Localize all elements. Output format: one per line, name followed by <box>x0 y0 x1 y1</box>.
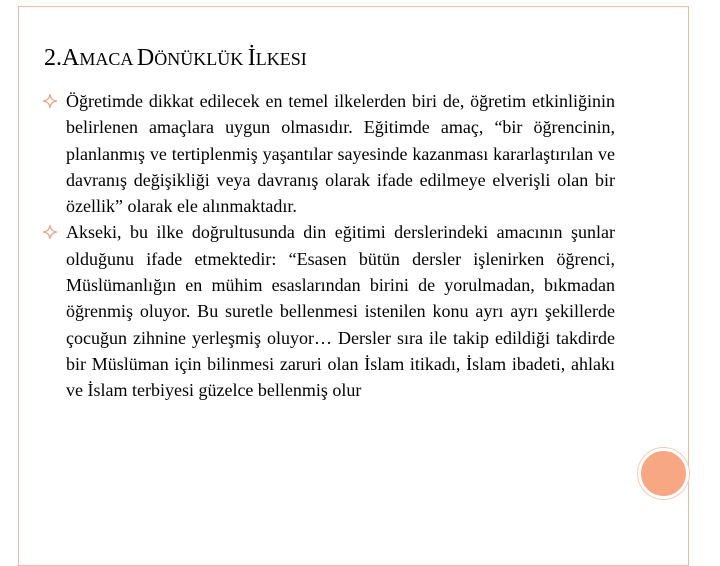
title-part: ÖNÜKLÜK <box>154 49 248 69</box>
slide-content <box>40 88 615 404</box>
accent-circle-decoration <box>638 448 689 499</box>
bullet-item <box>40 88 615 219</box>
bullet-item <box>40 219 615 403</box>
hollow-diamond-star-bullet-icon <box>42 224 58 240</box>
title-part: D <box>136 45 155 71</box>
title-part: İ <box>247 45 256 71</box>
bullet-text: Akseki, bu ilke doğrultusunda din eğitimi derslerindeki amacının şunlar olduğunu ifade etmektedir: “Esasen bütün dersler işlenirken öğrenci, Müslümanlığın en mühim esaslarından birini de yorulmadan, bıkmadan öğrenmiş oluyor. Bu suretle bellenmesi istenilen konu ayrı ayrı şekillerde çocuğun zihnine yerleşmiş oluyor… Dersler sıra ile takip edildiği takdirde bir Müslüman için bilinmesi zaruri olan İslam itikadı, İslam ibadeti, ahlakı ve İslam terbiyesi güzelce bellenmiş olur <box>66 222 615 401</box>
title-part: MACA <box>79 49 137 69</box>
title-part: 2.A <box>44 45 80 71</box>
title-part: LKESI <box>255 49 307 69</box>
hollow-diamond-star-bullet-icon <box>42 93 58 109</box>
slide-title <box>44 45 644 85</box>
bullet-text: Öğretimde dikkat edilecek en temel ilkelerden biri de, öğretim etkinliğinin belirlenen amaçlara uygun olmasıdır. Eğitimde amaç, “bir öğrencinin, planlanmış ve tertiplenmiş yaşantılar sayesinde kazanması kararlaştırılan ve davranış değişikliği veya davranış olarak ifade edilmeye elverişli olan bir özellik” olarak ele alınmaktadır. <box>66 91 615 217</box>
